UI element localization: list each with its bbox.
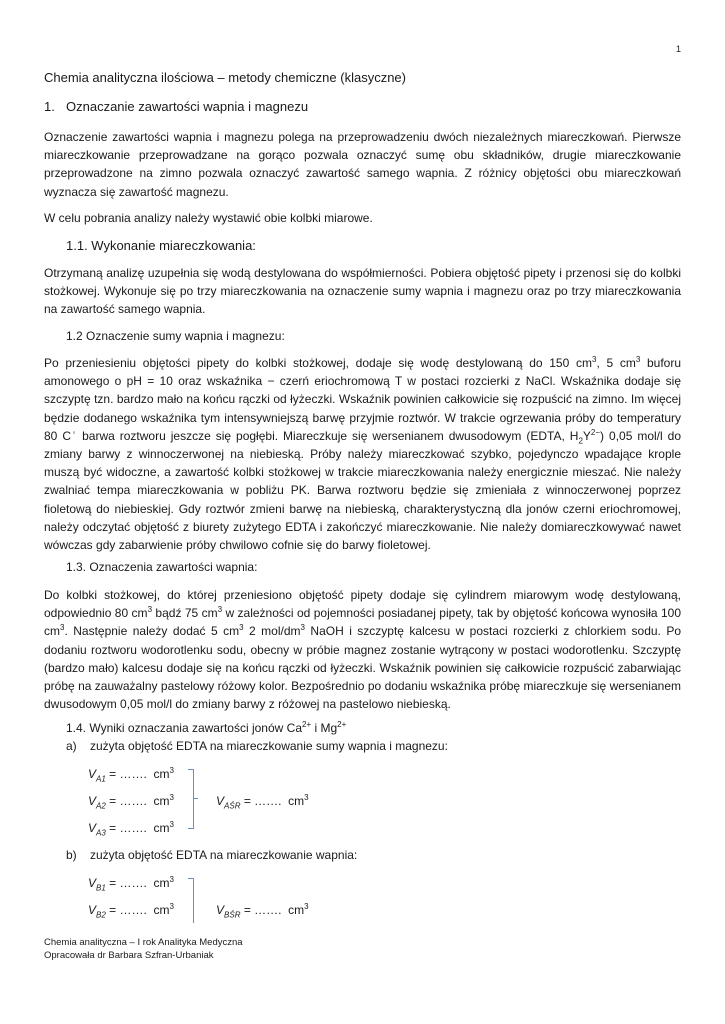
v-a3-line: $V_{A3}$ = ……. $cm^3$ xyxy=(88,820,174,838)
section-1-4-heading: 1.4. Wyniki oznaczania zawartości jonów $Ca^{2+}$ i $Mg^{2+}$ xyxy=(66,720,347,735)
item-a-letter: a) xyxy=(66,739,77,753)
brace-b xyxy=(188,878,194,923)
v-b-avg-line: $V_{BŚR}$ = ……. $cm^3$ xyxy=(216,902,309,920)
section-1-1-paragraph: Otrzymaną analizę uzupełnia się wodą destylowana do współmierności. Pobiera objętość pipety i przenosi się do kolbki stożkowej. Wykonuje się po trzy miareczkowania na oznaczenie sumy wapnia i magnezu oraz po trzy miareczkowania na zawartość samego wapnia. xyxy=(44,266,681,317)
v-b2-line: $V_{B2}$ = ……. $cm^3$ xyxy=(88,902,174,920)
document-title: Chemia analityczna ilościowa – metody chemiczne (klasyczne) xyxy=(44,70,406,85)
item-a xyxy=(66,739,448,753)
page-footer xyxy=(44,936,243,962)
section-1-heading xyxy=(44,99,308,114)
brace-a-tip xyxy=(194,798,198,799)
footer-line-1: Chemia analityczna – I rok Analityka Medyczna xyxy=(44,937,243,948)
sample-paragraph-block xyxy=(44,209,681,227)
v-a-avg-line: $V_{AŚR}$ = ……. $cm^3$ xyxy=(216,793,309,811)
section-1-title: Oznaczanie zawartości wapnia i magnezu xyxy=(66,99,309,114)
item-a-text: zużyta objętość EDTA na miareczkowanie sumy wapnia i magnezu: xyxy=(90,739,448,753)
sample-paragraph: W celu pobrania analizy należy wystawić obie kolbki miarowe. xyxy=(44,211,373,225)
section-1-3-paragraph: Do kolbki stożkowej, do której przeniesiono objętość pipety dodaje się cylindrem miarowym wodę destylowaną, odpowiednio 80 $cm^3$ bądź 75 $cm^3$ w zależności od pojemności posiadanej pipety, tak by objętość końcowa wynosiła 100 $cm^3$. Następnie należy dodać 5 $cm^3$ 2 mol/$dm^3$ NaOH i szczyptę kalcesu w postaci rozcierki z chlorkiem sodu. Po dodaniu roztworu wodorotlenku sodu, obecny w próbie magnez zostanie wytrącony w postaci wodorotlenku. Szczyptę (bardzo mało) kalcesu dodaje się na końcu rączki od łyżeczki. Wskaźnik powinien się całkowicie rozpuścić zabarwiając próbę na zauważalny pastelowy różowy kolor. Bezpośrednio po dodaniu wskaźnika próbę miareczkuje się wersenianem dwusodowym 0,05 mol/l do zmiany barwy z różowej na pastelowo niebieską. xyxy=(44,588,682,712)
v-b1-line: $V_{B1}$ = ……. $cm^3$ xyxy=(88,875,174,893)
section-1-1-paragraph-block xyxy=(44,264,681,319)
item-b-letter: b) xyxy=(66,848,77,862)
section-1-2-heading: 1.2 Oznaczenie sumy wapnia i magnezu: xyxy=(66,329,285,343)
section-1-number: 1. xyxy=(44,99,55,114)
footer-line-2: Opracowała dr Barbara Szfran-Urbaniak xyxy=(44,950,214,961)
v-a1-line: $V_{A1}$ = ……. $cm^3$ xyxy=(88,766,174,784)
section-1-1-heading: 1.1. Wykonanie miareczkowania: xyxy=(66,238,256,253)
item-b-text: zużyta objętość EDTA na miareczkowanie wapnia: xyxy=(90,848,358,862)
intro-paragraph-block xyxy=(44,128,681,201)
intro-paragraph: Oznaczenie zawartości wapnia i magnezu polega na przeprowadzeniu dwóch niezależnych miareczkowań. Pierwsze miareczkowanie przeprowadzane na gorąco pozwala oznaczyć sumę obu składników, drugie miareczkowanie przeprowadzone na zimno pozwala oznaczyć zawartość samego wapnia. Z różnicy objętości obu miareczkowań wyznacza się zawartość magnezu. xyxy=(44,130,681,199)
section-1-2-paragraph: Po przeniesieniu objętości pipety do kolbki stożkowej, dodaje się wodę destylowaną do 150 $cm^3$, 5 $cm^3$ buforu amonowego o pH = 10 oraz wskaźnika − czerń eriochromową T w postaci rozcierki z NaCl. Wskaźnika dodaje się szczyptę tzn. bardzo mało na końcu rączki od łyżeczki. Wskaźnik powinien całkowicie się rozpuścić na zimno. Im więcej będzie dodanego wskaźnika tym intensywniejszą barwę przyjmie roztwór. W trakcie ogrzewania próby do temperatury 80 C◦ barwa roztworu jeszcze się pogłębi. Miareczkuje się wersenianem dwusodowym (EDTA, $H_2Y^{2-}$) 0,05 mol/l do zmiany barwy z winnoczerwonej na niebieską. Próby należy miareczkować szybko, pojedynczo wpadające krople muszą być widoczne, a zawartość kolbki stożkowej w trakcie miareczkowania należy energicznie mieszać. Nie należy zwalniać tempa miareczkowania w pobliżu PK. Barwa roztworu będzie się zmieniała z winnoczerwonej poprzez fioletową do niebieskiej. Gdy roztwór zmieni barwę na niebieską, charakterystyczną dla jonów czerni eriochromowej, należy odczytać objętość z biurety zużytego EDTA i zakończyć miareczkowanie. Nie należy domiareczkowywać nawet wówczas gdy zabarwienie próby chwilowo cofnie się do barwy fioletowej. xyxy=(44,355,682,553)
page-number: 1 xyxy=(675,44,681,54)
item-b xyxy=(66,848,357,862)
section-1-3-paragraph-block xyxy=(44,586,681,713)
brace-a xyxy=(188,769,194,829)
section-1-3-heading: 1.3. Oznaczenia zawartości wapnia: xyxy=(66,560,258,574)
section-1-2-paragraph-block xyxy=(44,354,681,554)
v-a2-line: $V_{A2}$ = ……. $cm^3$ xyxy=(88,793,174,811)
